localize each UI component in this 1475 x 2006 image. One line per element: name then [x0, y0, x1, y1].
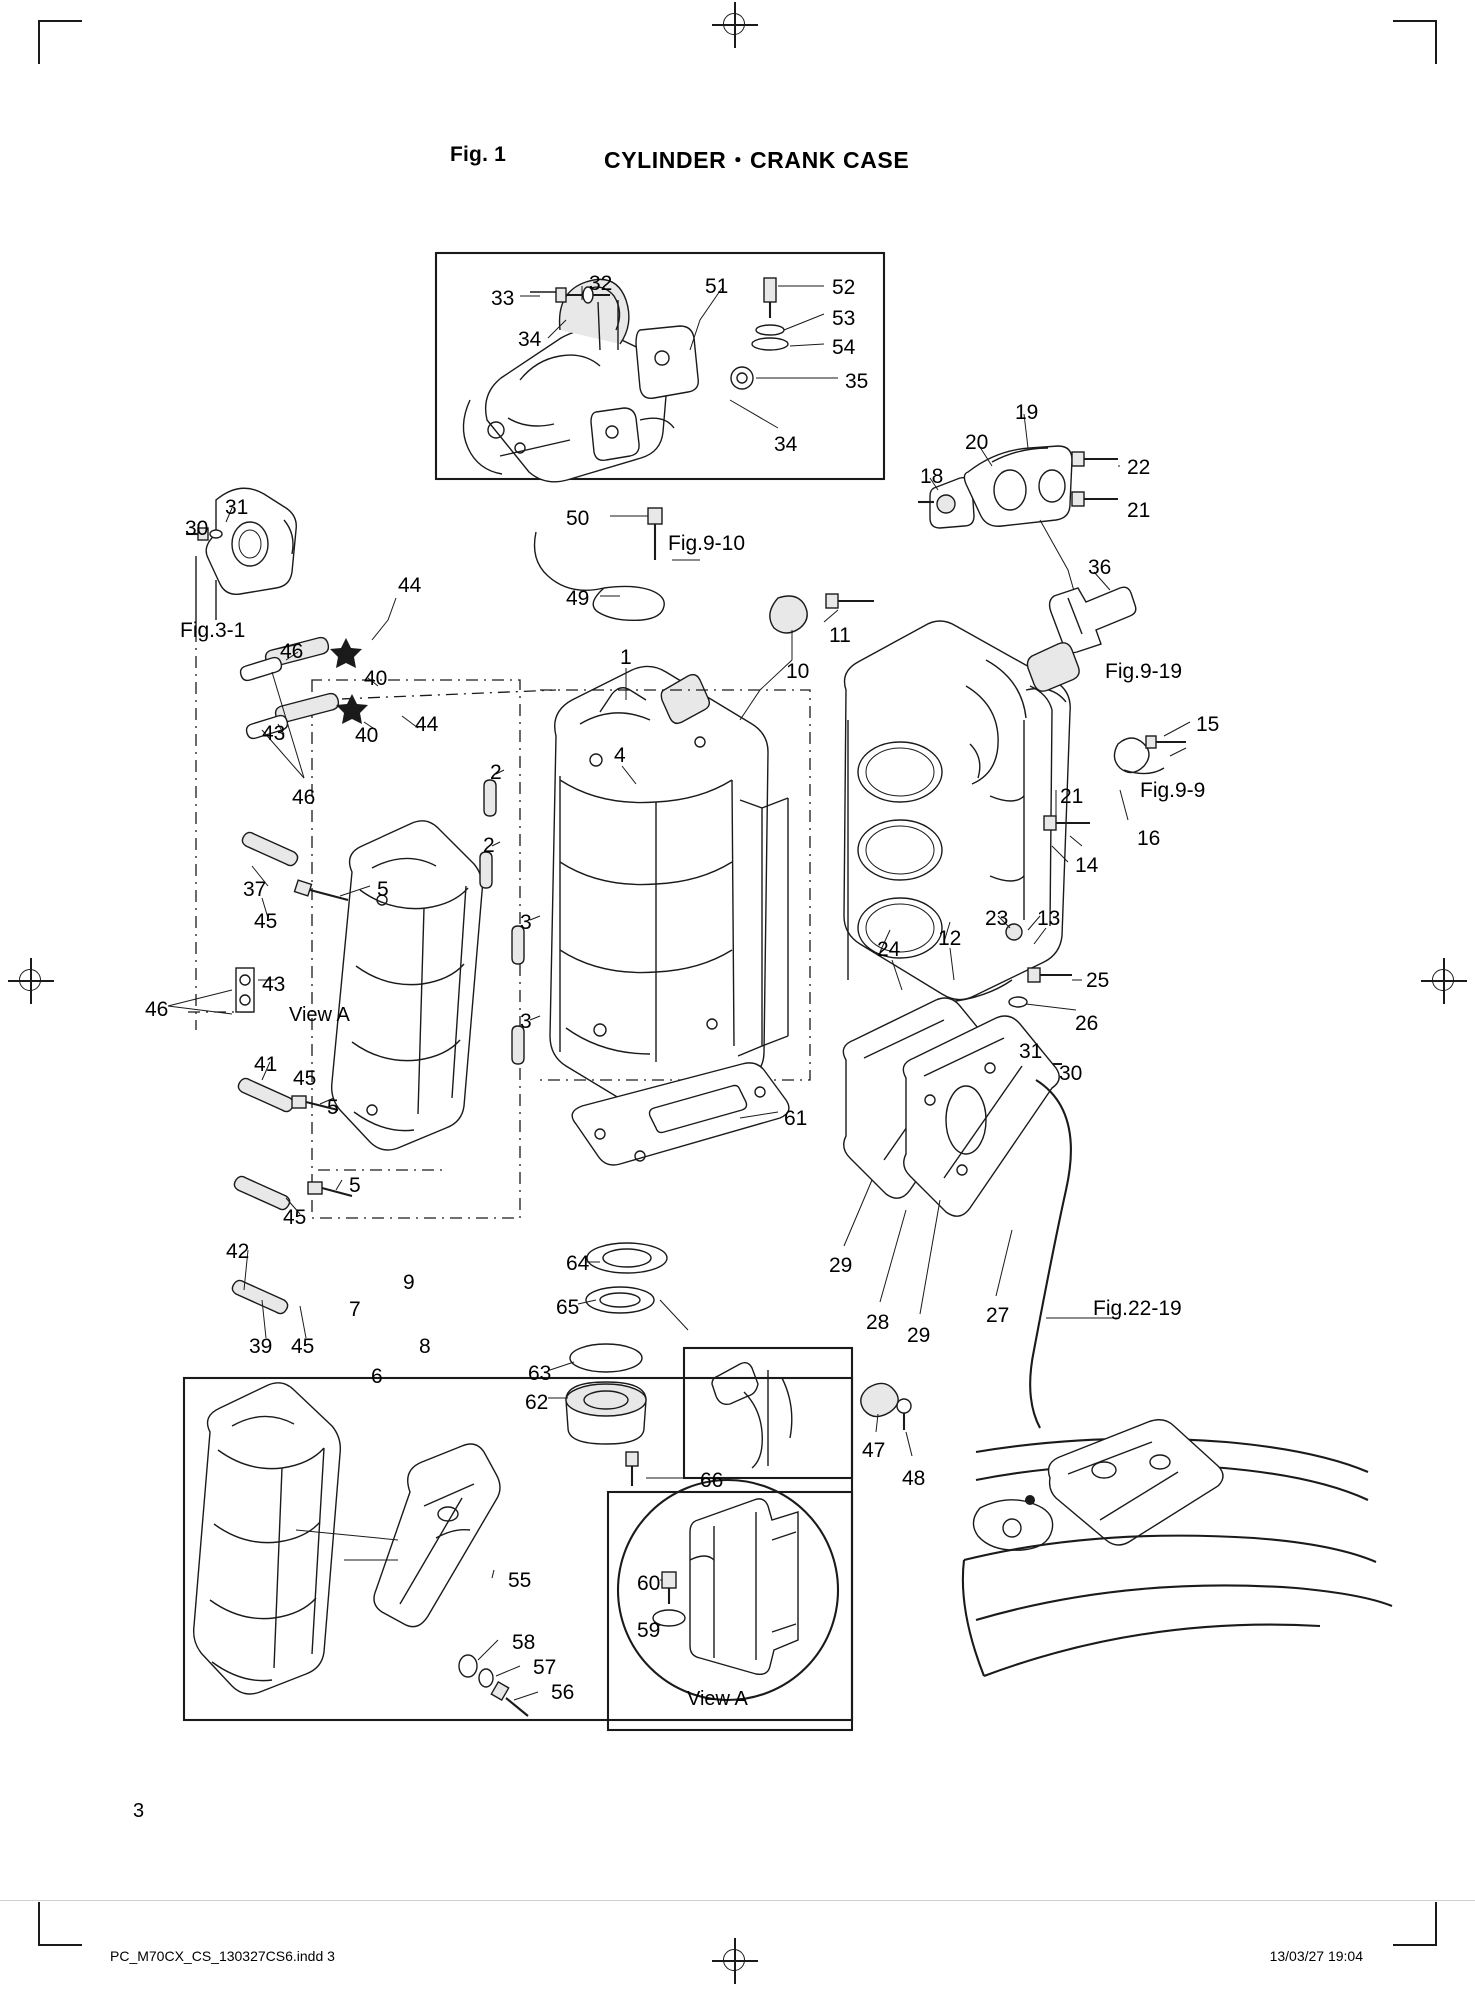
- callout-3-a: 3: [520, 911, 532, 934]
- callout-23: 23: [985, 907, 1009, 930]
- ref-fig-22-19[interactable]: Fig.22-19: [1093, 1297, 1182, 1320]
- callout-15: 15: [1196, 713, 1220, 736]
- callout-13: 13: [1037, 907, 1061, 930]
- callout-45-d: 45: [291, 1335, 315, 1358]
- callout-28: 28: [866, 1311, 890, 1334]
- callout-39: 39: [249, 1335, 273, 1358]
- callout-42: 42: [226, 1240, 250, 1263]
- callout-43-a: 43: [262, 722, 286, 745]
- callout-16: 16: [1137, 827, 1161, 850]
- callout-43-b: 43: [262, 973, 286, 996]
- callout-47: 47: [862, 1439, 886, 1462]
- callout-33: 33: [491, 287, 515, 310]
- callout-1: 1: [620, 646, 632, 669]
- callout-29-b: 29: [907, 1324, 931, 1347]
- callout-40-b: 40: [355, 724, 379, 747]
- callout-57: 57: [533, 1656, 557, 1679]
- callout-25: 25: [1086, 969, 1110, 992]
- callout-62: 62: [525, 1391, 549, 1414]
- callout-9: 9: [403, 1271, 415, 1294]
- callout-21-a: 21: [1127, 499, 1151, 522]
- callout-51: 51: [705, 275, 729, 298]
- callout-41: 41: [254, 1053, 278, 1076]
- callout-63: 63: [528, 1362, 552, 1385]
- callout-2-a: 2: [490, 761, 502, 784]
- callout-2-b: 2: [483, 834, 495, 857]
- callout-60: 60: [637, 1572, 661, 1595]
- callout-35: 35: [845, 370, 869, 393]
- ref-fig-9-10[interactable]: Fig.9-10: [668, 532, 746, 555]
- callout-48: 48: [902, 1467, 926, 1490]
- figure-title: CYLINDER・CRANK CASE: [604, 147, 910, 173]
- view-a-label-left: View A: [289, 1004, 350, 1026]
- callout-22: 22: [1127, 456, 1151, 479]
- callout-6: 6: [371, 1365, 383, 1388]
- callout-19: 19: [1015, 401, 1039, 424]
- callout-30-b: 30: [1059, 1062, 1083, 1085]
- callout-45-b: 45: [293, 1067, 317, 1090]
- ref-fig-3-1[interactable]: Fig.3-1: [180, 619, 246, 642]
- footer-filename: PC_M70CX_CS_130327CS6.indd 3: [110, 1948, 335, 1964]
- callout-11: 11: [829, 624, 851, 647]
- callout-55: 55: [508, 1569, 532, 1592]
- callout-5-b: 5: [327, 1096, 339, 1119]
- callout-5-a: 5: [377, 878, 389, 901]
- page-number: 3: [133, 1800, 145, 1822]
- callout-8: 8: [419, 1335, 431, 1358]
- callout-46-c: 46: [145, 998, 169, 1021]
- callout-4: 4: [614, 744, 626, 767]
- callout-10: 10: [786, 660, 810, 683]
- callout-34-a: 34: [518, 328, 542, 351]
- callout-27: 27: [986, 1304, 1010, 1327]
- footer-timestamp: 13/03/27 19:04: [1269, 1948, 1363, 1964]
- callout-59: 59: [637, 1619, 661, 1642]
- callout-64: 64: [566, 1252, 590, 1275]
- callout-7: 7: [349, 1298, 361, 1321]
- callout-66: 66: [700, 1469, 724, 1492]
- callout-14: 14: [1075, 854, 1099, 877]
- callout-24: 24: [877, 938, 901, 961]
- callout-40-a: 40: [364, 667, 388, 690]
- ref-fig-9-19[interactable]: Fig.9-19: [1105, 660, 1183, 683]
- callout-49: 49: [566, 587, 590, 610]
- callout-61: 61: [784, 1107, 808, 1130]
- callout-3-b: 3: [520, 1010, 532, 1033]
- callout-32: 32: [589, 272, 613, 295]
- callout-50: 50: [566, 507, 590, 530]
- callout-31-b: 31: [1019, 1040, 1043, 1063]
- callout-18: 18: [920, 465, 944, 488]
- callout-20: 20: [965, 431, 989, 454]
- view-a-label-bottom: View A: [687, 1688, 748, 1710]
- callout-12: 12: [938, 927, 962, 950]
- callout-21-b: 21: [1060, 785, 1084, 808]
- callout-31-a: 31: [225, 496, 249, 519]
- callout-37: 37: [243, 878, 267, 901]
- callout-5-c: 5: [349, 1174, 361, 1197]
- callout-52: 52: [832, 276, 856, 299]
- callout-34-b: 34: [774, 433, 798, 456]
- footer-divider: [0, 1900, 1475, 1901]
- callout-30-a: 30: [185, 517, 209, 540]
- figure-label: Fig. 1: [450, 143, 507, 166]
- callout-45-a: 45: [254, 910, 278, 933]
- callout-44-a: 44: [398, 574, 422, 597]
- callout-58: 58: [512, 1631, 536, 1654]
- callout-65: 65: [556, 1296, 580, 1319]
- callout-29-a: 29: [829, 1254, 853, 1277]
- ref-fig-9-9[interactable]: Fig.9-9: [1140, 779, 1206, 802]
- callout-46-a: 46: [280, 640, 304, 663]
- callout-44-b: 44: [415, 713, 439, 736]
- callout-46-b: 46: [292, 786, 316, 809]
- callout-36: 36: [1088, 556, 1112, 579]
- callout-56: 56: [551, 1681, 575, 1704]
- callout-53: 53: [832, 307, 856, 330]
- callout-54: 54: [832, 336, 856, 359]
- callout-26: 26: [1075, 1012, 1099, 1035]
- callout-45-c: 45: [283, 1206, 307, 1229]
